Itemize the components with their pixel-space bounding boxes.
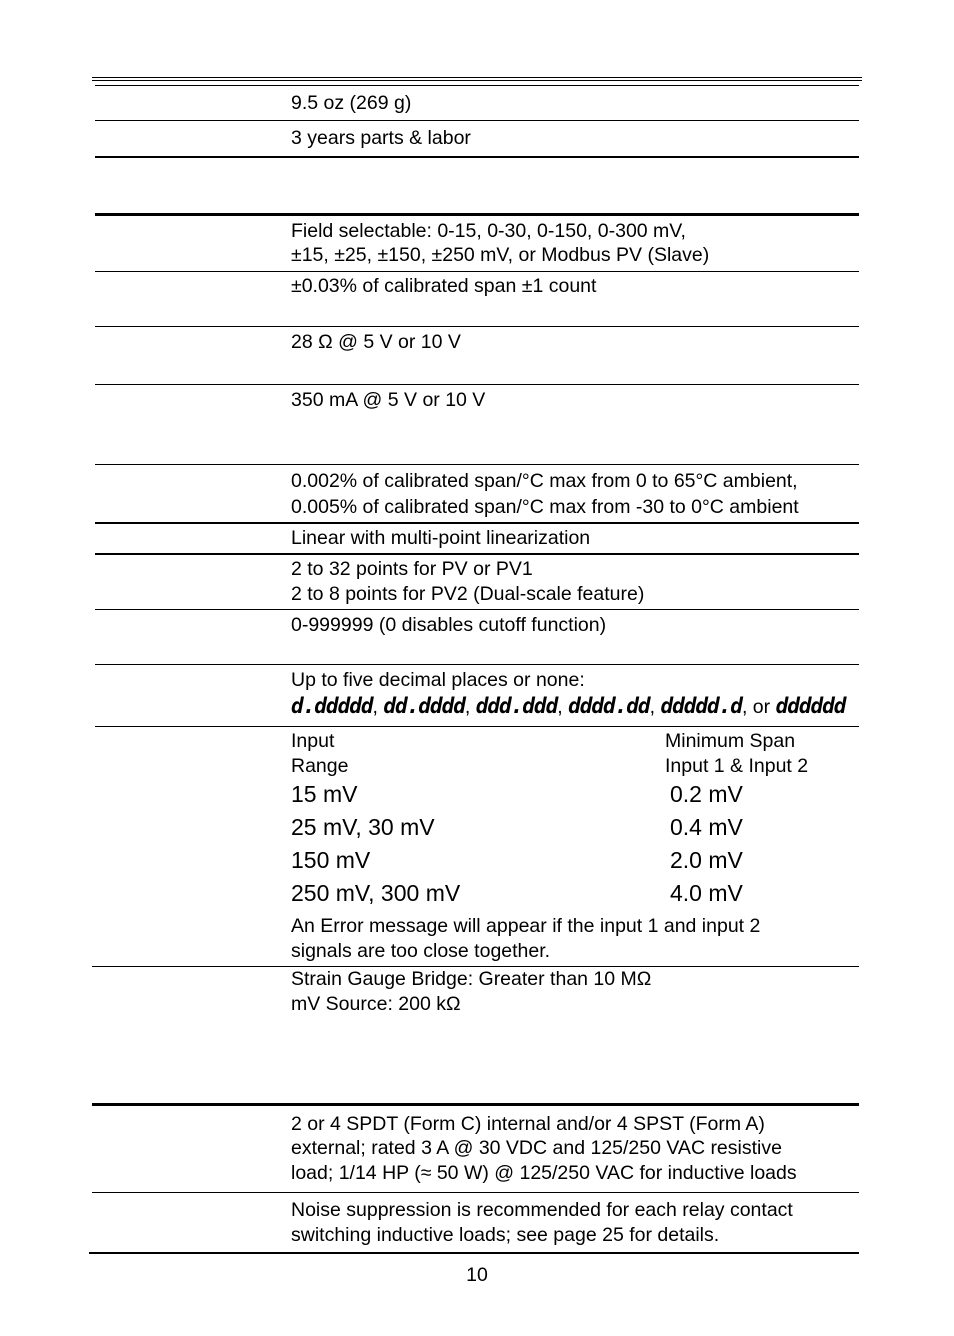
- row-divider: [95, 609, 859, 610]
- top-rule-2: [92, 80, 862, 81]
- row-divider: [95, 384, 859, 385]
- span-range: 250 mV, 300 mV: [291, 880, 461, 906]
- span-header-col2-line1: Minimum Span: [665, 730, 796, 752]
- row-divider: [95, 664, 859, 665]
- span-header-col1-line2: Range: [291, 755, 349, 777]
- function-value: Linear with multi-point linearization: [291, 527, 591, 549]
- resistance-value: 28 Ω @ 5 V or 10 V: [291, 331, 461, 353]
- accuracy-value: ±0.03% of calibrated span ±1 count: [291, 275, 597, 297]
- row-divider: [95, 326, 859, 327]
- noise-line-1: Noise suppression is recommended for each relay contact: [291, 1199, 793, 1221]
- row-divider: [95, 120, 859, 121]
- cutoff-value: 0-999999 (0 disables cutoff function): [291, 614, 607, 636]
- span-header-col1-line1: Input: [291, 730, 335, 752]
- span-note-line-1: An Error message will appear if the input 1 and input 2: [291, 915, 761, 937]
- decimal-formats: d.ddddd, dd.dddd, ddd.ddd, dddd.dd, ddddd.d, or dddddd: [291, 694, 846, 718]
- impedance-line-1: Strain Gauge Bridge: Greater than 10 MΩ: [291, 968, 652, 990]
- current-value: 350 mA @ 5 V or 10 V: [291, 389, 486, 411]
- relay-line-2: external; rated 3 A @ 30 VDC and 125/250 VAC resistive: [291, 1137, 782, 1159]
- warranty-value: 3 years parts & labor: [291, 127, 471, 149]
- input-range-line-1: Field selectable: 0-15, 0-30, 0-150, 0-300 mV,: [291, 220, 686, 242]
- span-range: 150 mV: [291, 847, 371, 873]
- span-min: 4.0 mV: [670, 880, 743, 906]
- decimal-format: ddddd.d: [660, 694, 742, 718]
- row-divider: [95, 464, 859, 465]
- temp-drift-line-2: 0.005% of calibrated span/°C max from -30 to 0°C ambient: [291, 496, 799, 518]
- span-min: 2.0 mV: [670, 847, 743, 873]
- points-line-2: 2 to 8 points for PV2 (Dual-scale feature): [291, 583, 645, 605]
- relay-line-1: 2 or 4 SPDT (Form C) internal and/or 4 SPST (Form A): [291, 1113, 765, 1135]
- section-rule: [95, 156, 859, 158]
- span-note-line-2: signals are too close together.: [291, 940, 551, 962]
- top-rule: [92, 77, 862, 78]
- row-divider: [95, 271, 859, 272]
- impedance-line-2: mV Source: 200 kΩ: [291, 993, 461, 1015]
- input-range-line-2: ±15, ±25, ±150, ±250 mV, or Modbus PV (Slave): [291, 244, 710, 266]
- points-line-1: 2 to 32 points for PV or PV1: [291, 558, 533, 580]
- noise-line-2: switching inductive loads; see page 25 for details.: [291, 1224, 720, 1246]
- row-divider: [92, 1192, 859, 1193]
- span-min: 0.2 mV: [670, 781, 743, 807]
- section-rule: [95, 213, 859, 216]
- span-min: 0.4 mV: [670, 814, 743, 840]
- row-divider: [95, 726, 859, 727]
- bottom-rule: [89, 1252, 859, 1254]
- temp-drift-line-1: 0.002% of calibrated span/°C max from 0 to 65°C ambient,: [291, 470, 798, 492]
- section-rule: [92, 1103, 859, 1106]
- row-divider: [95, 553, 859, 555]
- decimal-format: d.ddddd: [291, 694, 373, 718]
- decimal-format: ddd.ddd: [475, 694, 558, 718]
- span-range: 15 mV: [291, 781, 358, 807]
- weight-value: 9.5 oz (269 g): [291, 92, 412, 114]
- row-divider: [95, 85, 859, 86]
- decimal-format: dddd.dd: [568, 694, 650, 718]
- span-range: 25 mV, 30 mV: [291, 814, 435, 840]
- decimal-format: dd.dddd: [383, 694, 465, 718]
- page-number: 10: [466, 1264, 488, 1286]
- decimal-format: dddddd: [775, 694, 846, 718]
- decimal-line-1: Up to five decimal places or none:: [291, 669, 585, 691]
- decimal-or: or: [752, 696, 771, 718]
- row-divider: [95, 522, 859, 524]
- relay-line-3: load; 1/14 HP (≈ 50 W) @ 125/250 VAC for inductive loads: [291, 1162, 797, 1184]
- span-header-col2-line2: Input 1 & Input 2: [665, 755, 809, 777]
